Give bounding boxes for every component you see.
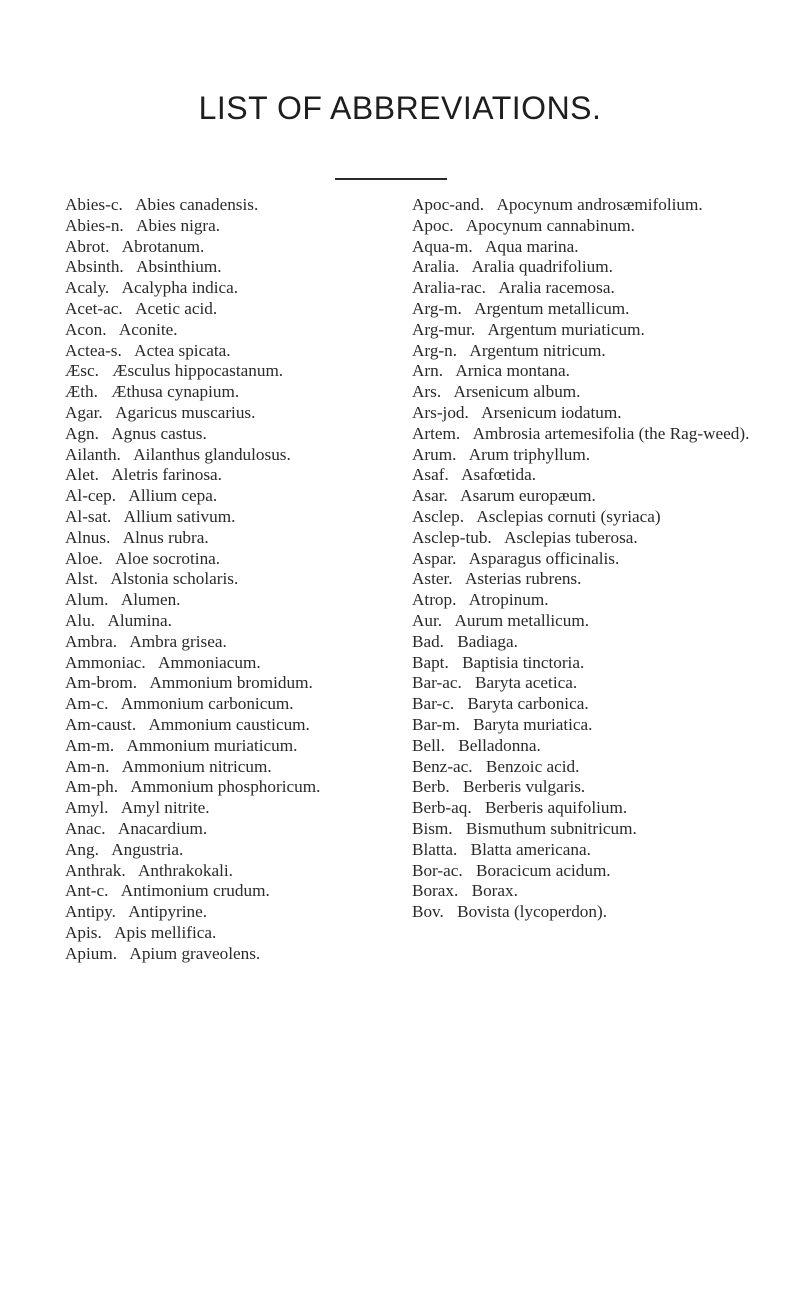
abbreviation-expansion: Arsenicum album. [453, 382, 581, 402]
abbreviation-entry [412, 403, 792, 424]
abbreviation-entry [412, 445, 792, 466]
abbreviation-term: Aspar. [412, 548, 457, 568]
abbreviation-entry [65, 632, 375, 653]
abbreviation-column-right [412, 195, 792, 923]
abbreviation-expansion: Argentum nitricum. [469, 340, 606, 360]
abbreviation-term: Am-brom. [65, 673, 138, 693]
abbreviation-expansion: Asterias rubrens. [464, 569, 582, 589]
abbreviation-entry [65, 278, 375, 299]
abbreviation-entry [412, 528, 792, 549]
abbreviation-term: Æth. [65, 382, 98, 402]
abbreviation-term: Abies-c. [65, 195, 123, 214]
abbreviation-entry [65, 465, 375, 486]
abbreviation-term: Asclep. [412, 506, 465, 526]
abbreviation-term: Am-c. [65, 694, 109, 714]
abbreviation-entry [65, 382, 375, 403]
abbreviation-term: Arg-m. [412, 298, 462, 318]
abbreviation-entry [65, 299, 375, 320]
abbreviation-expansion: Ammonium nitricum. [121, 756, 272, 776]
abbreviation-expansion: Apocynum androsæmifolium. [496, 195, 703, 214]
abbreviation-term: Bar-c. [412, 694, 455, 714]
abbreviation-expansion: Arsenicum iodatum. [481, 402, 622, 422]
abbreviation-entry [65, 424, 375, 445]
abbreviation-entry [412, 299, 792, 320]
abbreviation-term: Antipy. [65, 902, 116, 922]
abbreviation-entry [412, 840, 792, 861]
abbreviation-term: Am-n. [65, 756, 110, 776]
abbreviation-expansion: Acalypha indica. [121, 278, 239, 298]
abbreviation-column-left [65, 195, 375, 964]
abbreviation-expansion: Ambrosia artemesifolia (the Rag-weed). [472, 423, 750, 443]
abbreviation-expansion: Absinthium. [136, 257, 222, 277]
abbreviation-term: Anac. [65, 818, 106, 838]
abbreviation-entry [412, 715, 792, 736]
abbreviation-term: Agar. [65, 402, 103, 422]
abbreviation-term: Asaf. [412, 465, 449, 485]
abbreviation-term: Berb. [412, 777, 450, 797]
abbreviation-entry [412, 653, 792, 674]
abbreviation-expansion: Aconite. [118, 319, 178, 339]
abbreviation-expansion: Baryta muriatica. [473, 714, 593, 734]
abbreviation-term: Aqua-m. [412, 236, 473, 256]
abbreviation-entry [412, 902, 792, 923]
abbreviation-term: Asclep-tub. [412, 527, 492, 547]
abbreviation-term: Bell. [412, 735, 445, 755]
abbreviation-expansion: Boracicum acidum. [476, 860, 611, 880]
abbreviation-term: Abrot. [65, 236, 110, 256]
abbreviation-expansion: Ammonium causticum. [148, 714, 310, 734]
abbreviation-entry [65, 445, 375, 466]
abbreviation-expansion: Aralia racemosa. [498, 278, 615, 298]
abbreviation-entry [65, 237, 375, 258]
abbreviation-expansion: Asclepias cornuti (syriaca) [476, 506, 661, 526]
abbreviation-term: Aralia-rac. [412, 278, 486, 298]
abbreviation-term: Alu. [65, 610, 96, 630]
abbreviation-entry [65, 569, 375, 590]
abbreviation-entry [412, 590, 792, 611]
abbreviation-entry [412, 673, 792, 694]
page-title: LIST OF ABBREVIATIONS. [198, 90, 602, 126]
abbreviation-term: Bov. [412, 902, 444, 922]
abbreviation-expansion: Anacardium. [117, 818, 208, 838]
abbreviation-expansion: Apium graveolens. [129, 943, 261, 963]
abbreviation-entry [412, 424, 792, 445]
abbreviation-term: Anthrak. [65, 860, 126, 880]
abbreviation-term: Agn. [65, 423, 99, 443]
abbreviation-term: Arum. [412, 444, 457, 464]
abbreviation-entry [65, 549, 375, 570]
abbreviation-expansion: Abies canadensis. [135, 195, 259, 214]
abbreviation-expansion: Aletris farinosa. [111, 465, 222, 485]
abbreviation-entry [65, 881, 375, 902]
abbreviation-term: Bad. [412, 631, 444, 651]
abbreviation-expansion: Ammonium phosphoricum. [130, 777, 321, 797]
abbreviation-term: Am-ph. [65, 777, 118, 797]
abbreviation-expansion: Blatta americana. [470, 839, 591, 859]
abbreviation-term: Am-m. [65, 735, 115, 755]
abbreviation-entry [65, 861, 375, 882]
abbreviation-term: Apium. [65, 943, 118, 963]
abbreviation-expansion: Ammonium carbonicum. [120, 694, 294, 714]
abbreviation-expansion: Abrotanum. [121, 236, 205, 256]
abbreviation-entry [65, 195, 375, 216]
abbreviation-term: Alet. [65, 465, 99, 485]
abbreviation-term: Apoc. [412, 215, 454, 235]
abbreviation-entry [65, 757, 375, 778]
abbreviation-expansion: Amyl nitrite. [120, 798, 210, 818]
abbreviation-term: Bor-ac. [412, 860, 463, 880]
abbreviation-entry [412, 382, 792, 403]
abbreviation-term: Arg-n. [412, 340, 458, 360]
abbreviation-term: Ars. [412, 382, 442, 402]
abbreviation-term: Al-sat. [65, 506, 112, 526]
abbreviation-term: Asar. [412, 486, 448, 506]
abbreviation-entry [65, 944, 375, 965]
abbreviation-entry [65, 777, 375, 798]
abbreviation-entry [412, 320, 792, 341]
abbreviation-entry [65, 257, 375, 278]
abbreviation-entry [412, 257, 792, 278]
abbreviation-term: Bar-ac. [412, 673, 462, 693]
abbreviation-term: Apoc-and. [412, 195, 485, 214]
abbreviation-expansion: Argentum metallicum. [474, 298, 630, 318]
abbreviation-term: Aralia. [412, 257, 460, 277]
abbreviation-expansion: Ammonium muriaticum. [126, 735, 298, 755]
abbreviation-entry [412, 694, 792, 715]
abbreviation-entry [412, 278, 792, 299]
abbreviation-expansion: Belladonna. [458, 735, 541, 755]
abbreviation-expansion: Angustria. [111, 839, 184, 859]
abbreviation-entry [65, 341, 375, 362]
abbreviation-entry [65, 736, 375, 757]
abbreviation-entry [412, 569, 792, 590]
abbreviation-expansion: Aralia quadrifolium. [471, 257, 613, 277]
abbreviation-expansion: Atropinum. [468, 590, 549, 610]
abbreviation-expansion: Apocynum cannabinum. [465, 215, 635, 235]
abbreviation-expansion: Æthusa cynapium. [111, 382, 240, 402]
abbreviation-expansion: Ambra grisea. [129, 631, 227, 651]
abbreviation-term: Bism. [412, 818, 453, 838]
title-divider [335, 178, 447, 180]
abbreviation-expansion: Allium sativum. [123, 506, 236, 526]
abbreviation-entry [412, 361, 792, 382]
abbreviation-entry [65, 590, 375, 611]
abbreviation-expansion: Allium cepa. [128, 486, 218, 506]
abbreviation-expansion: Antimonium crudum. [120, 881, 270, 901]
abbreviation-expansion: Aqua marina. [484, 236, 579, 256]
abbreviation-entry [412, 486, 792, 507]
abbreviation-term: Alnus. [65, 527, 111, 547]
abbreviation-term: Ambra. [65, 631, 118, 651]
abbreviation-expansion: Actea spicata. [134, 340, 231, 360]
abbreviation-term: Aloe. [65, 548, 103, 568]
abbreviation-entry [65, 694, 375, 715]
abbreviation-term: Berb-aq. [412, 798, 472, 818]
abbreviation-term: Blatta. [412, 839, 458, 859]
abbreviation-expansion: Alnus rubra. [122, 527, 209, 547]
abbreviation-expansion: Benzoic acid. [485, 756, 580, 776]
abbreviation-entry [412, 736, 792, 757]
abbreviation-expansion: Argentum muriaticum. [487, 319, 645, 339]
abbreviation-entry [412, 611, 792, 632]
abbreviation-term: Amyl. [65, 798, 109, 818]
abbreviation-expansion: Baptisia tinctoria. [462, 652, 585, 672]
abbreviation-entry [65, 902, 375, 923]
abbreviation-term: Arg-mur. [412, 319, 476, 339]
abbreviation-entry [65, 403, 375, 424]
abbreviation-expansion: Aloe socrotina. [115, 548, 221, 568]
abbreviation-entry [65, 653, 375, 674]
abbreviation-term: Ars-jod. [412, 402, 469, 422]
abbreviation-entry [412, 195, 792, 216]
abbreviation-entry [412, 777, 792, 798]
abbreviation-entry [412, 819, 792, 840]
abbreviation-expansion: Bovista (lycoperdon). [457, 902, 608, 922]
abbreviation-term: Aster. [412, 569, 453, 589]
abbreviation-expansion: Borax. [471, 881, 518, 901]
abbreviation-entry [412, 861, 792, 882]
abbreviation-expansion: Bismuthum subnitricum. [465, 818, 637, 838]
abbreviation-term: Alum. [65, 590, 109, 610]
abbreviation-expansion: Asafœtida. [461, 465, 537, 485]
abbreviation-entry [65, 673, 375, 694]
abbreviation-expansion: Berberis aquifolium. [484, 798, 628, 818]
abbreviation-entry [65, 361, 375, 382]
abbreviation-expansion: Asparagus officinalis. [468, 548, 620, 568]
abbreviation-expansion: Abies nigra. [136, 215, 221, 235]
abbreviation-entry [412, 632, 792, 653]
abbreviation-entry [65, 611, 375, 632]
abbreviation-expansion: Alumina. [107, 610, 172, 630]
abbreviation-expansion: Arum triphyllum. [468, 444, 591, 464]
abbreviation-term: Atrop. [412, 590, 457, 610]
abbreviation-term: Aur. [412, 610, 443, 630]
abbreviation-expansion: Baryta carbonica. [467, 694, 589, 714]
abbreviation-expansion: Baryta acetica. [475, 673, 578, 693]
abbreviation-term: Benz-ac. [412, 756, 473, 776]
abbreviation-entry [65, 798, 375, 819]
abbreviation-term: Acon. [65, 319, 107, 339]
abbreviation-expansion: Æsculus hippocastanum. [112, 361, 284, 381]
abbreviation-expansion: Anthrakokali. [137, 860, 233, 880]
abbreviation-entry [412, 237, 792, 258]
abbreviation-term: Bapt. [412, 652, 449, 672]
abbreviation-entry [65, 715, 375, 736]
abbreviation-term: Ailanth. [65, 444, 121, 464]
abbreviation-entry [65, 320, 375, 341]
abbreviation-expansion: Apis mellifica. [114, 922, 217, 942]
abbreviation-expansion: Alumen. [120, 590, 181, 610]
abbreviation-entry [412, 549, 792, 570]
abbreviation-term: Ammoniac. [65, 652, 146, 672]
abbreviation-term: Al-cep. [65, 486, 117, 506]
abbreviation-term: Arn. [412, 361, 444, 381]
abbreviation-term: Absinth. [65, 257, 124, 277]
abbreviation-expansion: Arnica montana. [455, 361, 570, 381]
abbreviation-entry [412, 216, 792, 237]
abbreviation-entry [65, 528, 375, 549]
abbreviation-expansion: Berberis vulgaris. [463, 777, 586, 797]
abbreviation-entry [65, 923, 375, 944]
abbreviation-entry [412, 757, 792, 778]
abbreviation-term: Borax. [412, 881, 459, 901]
abbreviation-term: Actea-s. [65, 340, 122, 360]
abbreviation-expansion: Ammoniacum. [158, 652, 261, 672]
abbreviation-entry [65, 486, 375, 507]
abbreviation-term: Ang. [65, 839, 99, 859]
abbreviation-entry [65, 840, 375, 861]
abbreviation-term: Acet-ac. [65, 298, 123, 318]
abbreviation-expansion: Asarum europæum. [460, 486, 596, 506]
abbreviation-entry [65, 216, 375, 237]
abbreviation-term: Apis. [65, 922, 102, 942]
abbreviation-term: Am-caust. [65, 714, 137, 734]
abbreviation-entry [65, 819, 375, 840]
abbreviation-expansion: Asclepias tuberosa. [504, 527, 638, 547]
abbreviation-entry [65, 507, 375, 528]
abbreviation-expansion: Ailanthus glandulosus. [133, 444, 291, 464]
abbreviation-expansion: Aurum metallicum. [454, 610, 590, 630]
abbreviation-term: Æsc. [65, 361, 99, 381]
abbreviation-expansion: Agaricus muscarius. [115, 402, 256, 422]
abbreviation-entry [412, 881, 792, 902]
abbreviation-entry [412, 507, 792, 528]
abbreviation-term: Artem. [412, 423, 461, 443]
abbreviation-expansion: Badiaga. [457, 631, 518, 651]
abbreviation-term: Ant-c. [65, 881, 109, 901]
abbreviation-expansion: Acetic acid. [135, 298, 218, 318]
abbreviation-entry [412, 341, 792, 362]
abbreviation-expansion: Alstonia scholaris. [110, 569, 239, 589]
abbreviation-term: Bar-m. [412, 714, 460, 734]
abbreviation-expansion: Antipyrine. [128, 902, 208, 922]
abbreviation-expansion: Ammonium bromidum. [149, 673, 313, 693]
abbreviation-term: Abies-n. [65, 215, 124, 235]
abbreviation-term: Alst. [65, 569, 98, 589]
abbreviation-term: Acaly. [65, 278, 110, 298]
abbreviation-entry [412, 465, 792, 486]
abbreviation-expansion: Agnus castus. [111, 423, 207, 443]
abbreviation-entry [412, 798, 792, 819]
